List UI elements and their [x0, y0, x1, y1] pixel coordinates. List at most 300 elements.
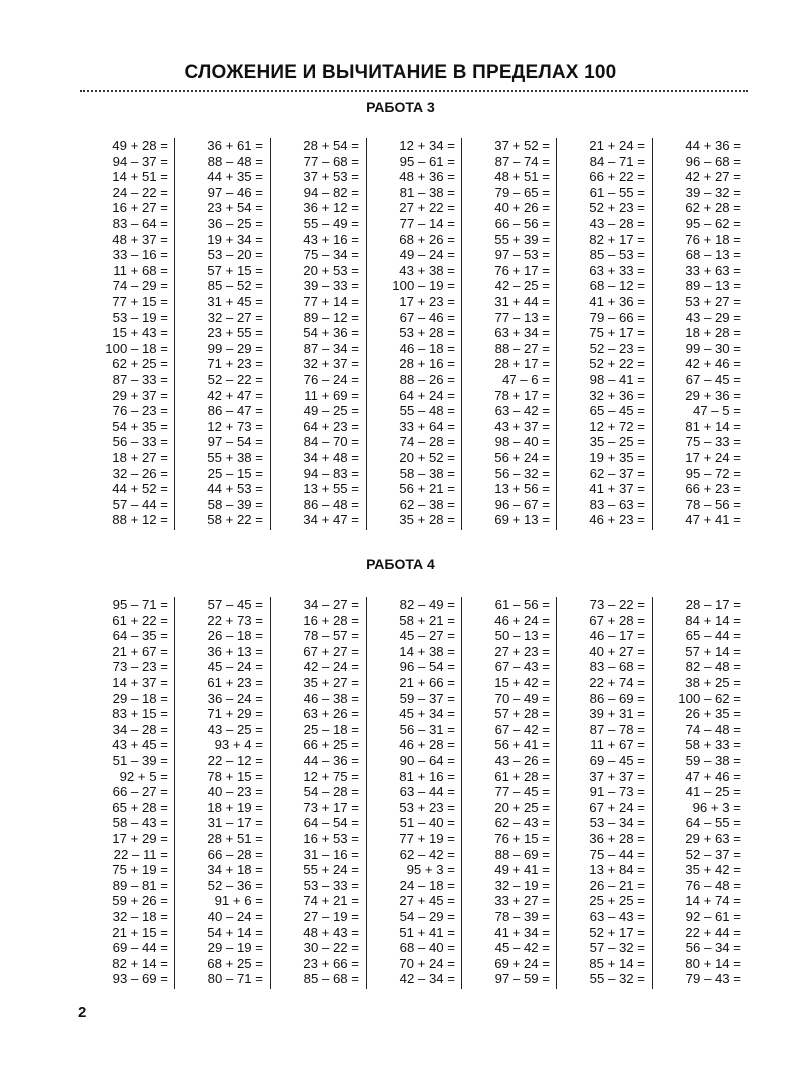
exercise-item: 68 – 40 = [399, 940, 455, 956]
exercise-item: 20 + 52 = [399, 450, 455, 465]
exercise-item: 29 – 18 = [112, 690, 168, 706]
exercise-item: 65 + 28 = [112, 799, 168, 815]
exercise-item: 32 + 37 = [303, 356, 359, 372]
exercise-item: 45 – 27 = [399, 628, 455, 644]
exercise-item: 79 – 65 = [494, 184, 550, 200]
exercise-item: 45 – 24 = [207, 659, 263, 675]
exercise-item: 52 + 22 = [589, 356, 645, 372]
exercise-item: 31 – 17 = [207, 815, 263, 831]
exercise-item: 64 – 55 = [685, 815, 741, 831]
exercise-item: 78 + 17 = [494, 387, 550, 403]
exercise-item: 82 + 17 = [589, 231, 645, 247]
exercise-item: 68 – 13 = [685, 247, 741, 263]
exercise-item: 57 – 45 = [207, 597, 263, 612]
exercise-item: 39 + 31 = [589, 706, 645, 722]
exercise-item: 78 – 57 = [303, 628, 359, 644]
exercise-item: 85 – 53 = [589, 247, 645, 263]
exercise-item: 36 + 61 = [207, 138, 263, 153]
exercise-item: 43 – 25 = [207, 721, 263, 737]
exercise-item: 99 – 29 = [207, 340, 263, 356]
exercise-item: 83 – 68 = [589, 659, 645, 675]
exercise-item: 41 – 25 = [685, 784, 741, 800]
exercise-item: 18 + 27 = [112, 450, 168, 465]
exercise-item: 18 + 28 = [685, 325, 741, 341]
exercise-item: 14 + 74 = [685, 893, 741, 909]
exercise-item: 40 – 23 = [207, 784, 263, 800]
exercise-item: 77 – 14 = [399, 216, 455, 231]
exercise-item: 41 + 34 = [494, 924, 550, 940]
exercise-item: 67 – 42 = [494, 721, 550, 737]
exercise-item: 11 + 68 = [113, 262, 168, 278]
exercise-item: 57 – 32 = [589, 940, 645, 956]
exercise-column [366, 138, 463, 530]
exercise-item: 76 + 18 = [685, 231, 741, 247]
exercise-item: 15 + 42 = [494, 675, 550, 690]
exercise-item: 12 + 75 = [303, 768, 359, 784]
exercise-item: 55 – 48 = [399, 403, 455, 419]
exercise-item: 53 – 34 = [589, 815, 645, 831]
exercise-item: 63 + 33 = [589, 262, 645, 278]
exercise-item: 90 – 64 = [399, 753, 455, 768]
exercise-item: 93 + 4 = [214, 737, 263, 753]
exercise-item: 35 + 27 = [303, 675, 359, 690]
exercise-item: 87 – 74 = [494, 153, 550, 169]
exercise-item: 58 – 38 = [399, 465, 455, 481]
exercise-item: 16 + 27 = [112, 200, 168, 216]
exercise-item: 44 – 36 = [303, 753, 359, 768]
exercise-item: 46 – 17 = [589, 628, 645, 644]
exercise-item: 26 – 21 = [589, 877, 645, 893]
exercise-item: 73 – 23 = [112, 659, 168, 675]
exercise-column [80, 138, 176, 530]
exercise-item: 22 + 44 = [685, 924, 741, 940]
exercise-column [80, 597, 176, 989]
exercise-item: 52 – 37 = [685, 846, 741, 862]
exercise-item: 75 – 34 = [303, 247, 359, 263]
exercise-item: 46 + 23 = [589, 512, 645, 528]
exercise-item: 85 – 52 = [207, 278, 263, 294]
exercise-item: 69 + 24 = [494, 955, 550, 971]
exercise-item: 43 + 37 = [494, 418, 550, 434]
exercise-item: 78 – 56 = [685, 496, 741, 512]
exercise-item: 36 + 28 = [589, 831, 645, 846]
exercise-item: 79 – 66 = [589, 309, 645, 325]
exercise-item: 43 – 29 = [685, 309, 741, 325]
exercise-item: 61 + 28 = [494, 768, 550, 784]
exercise-item: 62 + 28 = [685, 200, 741, 216]
exercise-item: 63 + 34 = [494, 325, 550, 341]
exercise-item: 58 + 21 = [399, 612, 455, 628]
exercise-item: 70 – 49 = [494, 690, 550, 706]
exercise-item: 63 – 43 = [589, 909, 645, 924]
exercise-item: 21 + 67 = [112, 643, 168, 659]
exercise-item: 65 – 44 = [685, 628, 741, 644]
exercise-item: 88 – 48 = [207, 153, 263, 169]
exercise-item: 19 + 35 = [589, 450, 645, 465]
exercise-item: 12 + 73 = [207, 418, 263, 434]
exercise-item: 32 – 26 = [112, 465, 168, 481]
exercise-item: 80 + 14 = [685, 955, 741, 971]
exercise-item: 32 – 18 = [112, 909, 168, 924]
exercise-item: 96 – 68 = [685, 153, 741, 169]
exercise-item: 53 + 27 = [685, 294, 741, 309]
exercise-item: 49 + 41 = [494, 862, 550, 878]
exercise-item: 66 – 28 = [207, 846, 263, 862]
exercise-item: 65 – 45 = [589, 403, 645, 419]
exercise-item: 29 – 19 = [207, 940, 263, 956]
exercise-item: 17 + 29 = [112, 831, 168, 846]
exercise-item: 87 – 34 = [303, 340, 359, 356]
exercise-item: 21 + 15 = [112, 924, 168, 940]
exercise-item: 81 + 14 = [685, 418, 741, 434]
exercise-item: 100 – 19 = [392, 278, 455, 294]
exercise-item: 98 – 40 = [494, 434, 550, 450]
exercise-item: 29 + 37 = [112, 387, 168, 403]
exercise-item: 14 + 38 = [399, 643, 455, 659]
exercise-item: 77 – 68 = [303, 153, 359, 169]
exercise-item: 52 – 23 = [589, 340, 645, 356]
exercise-item: 93 – 69 = [112, 971, 168, 987]
exercise-item: 73 + 17 = [303, 799, 359, 815]
exercise-item: 94 – 37 = [112, 153, 168, 169]
exercise-item: 76 – 23 = [112, 403, 168, 419]
exercise-item: 84 + 14 = [685, 612, 741, 628]
exercise-item: 87 – 78 = [589, 721, 645, 737]
exercise-item: 33 + 27 = [494, 893, 550, 909]
exercise-item: 53 + 28 = [399, 325, 455, 341]
exercise-item: 12 + 34 = [399, 138, 455, 153]
exercise-item: 74 + 21 = [303, 893, 359, 909]
exercise-item: 86 – 48 = [303, 496, 359, 512]
exercise-item: 85 – 68 = [303, 971, 359, 987]
exercise-item: 40 + 27 = [589, 643, 645, 659]
exercise-item: 46 – 38 = [303, 690, 359, 706]
exercise-item: 44 + 35 = [207, 169, 263, 185]
exercise-item: 46 + 24 = [494, 612, 550, 628]
exercise-grid-work-3 [80, 138, 750, 530]
exercise-item: 100 – 62 = [678, 690, 741, 706]
exercise-item: 67 + 24 = [589, 799, 645, 815]
exercise-item: 67 – 45 = [685, 372, 741, 387]
exercise-item: 22 – 12 = [207, 753, 263, 768]
exercise-item: 55 – 32 = [589, 971, 645, 987]
exercise-item: 67 – 43 = [494, 659, 550, 675]
exercise-item: 86 – 69 = [589, 690, 645, 706]
exercise-item: 69 – 45 = [589, 753, 645, 768]
exercise-item: 68 + 26 = [399, 231, 455, 247]
exercise-item: 61 – 56 = [494, 597, 550, 612]
exercise-item: 89 – 81 = [112, 877, 168, 893]
exercise-item: 67 + 28 = [589, 612, 645, 628]
exercise-column [461, 138, 558, 530]
exercise-item: 57 + 28 = [494, 706, 550, 722]
exercise-item: 63 – 42 = [494, 403, 550, 419]
section-title-work-3: РАБОТА 3 [366, 99, 435, 115]
exercise-item: 64 – 35 = [112, 628, 168, 644]
exercise-item: 34 + 48 = [303, 450, 359, 465]
exercise-item: 89 – 13 = [685, 278, 741, 294]
exercise-column [556, 138, 653, 530]
exercise-item: 35 + 28 = [399, 512, 455, 528]
exercise-item: 66 + 22 = [589, 169, 645, 185]
exercise-item: 23 + 54 = [207, 200, 263, 216]
exercise-item: 36 + 12 = [303, 200, 359, 216]
exercise-item: 20 + 25 = [494, 799, 550, 815]
exercise-item: 54 – 29 = [399, 909, 455, 924]
exercise-item: 69 + 13 = [494, 512, 550, 528]
exercise-item: 99 – 30 = [685, 340, 741, 356]
exercise-item: 34 + 18 = [207, 862, 263, 878]
exercise-item: 57 + 14 = [685, 643, 741, 659]
exercise-item: 25 + 25 = [589, 893, 645, 909]
exercise-item: 42 – 24 = [303, 659, 359, 675]
exercise-item: 17 + 23 = [399, 294, 455, 309]
exercise-item: 43 + 45 = [112, 737, 168, 753]
exercise-item: 51 – 39 = [112, 753, 168, 768]
exercise-item: 43 – 28 = [589, 216, 645, 231]
exercise-item: 28 + 16 = [399, 356, 455, 372]
exercise-column [652, 138, 749, 530]
exercise-item: 52 + 17 = [589, 924, 645, 940]
exercise-item: 56 + 24 = [494, 450, 550, 465]
exercise-item: 54 + 36 = [303, 325, 359, 341]
exercise-item: 75 + 19 = [112, 862, 168, 878]
exercise-item: 66 + 25 = [303, 737, 359, 753]
exercise-item: 97 – 59 = [494, 971, 550, 987]
exercise-item: 97 – 53 = [494, 247, 550, 263]
exercise-item: 56 – 33 = [112, 434, 168, 450]
exercise-item: 47 + 41 = [685, 512, 741, 528]
exercise-item: 37 + 53 = [303, 169, 359, 185]
exercise-item: 84 – 70 = [303, 434, 359, 450]
exercise-item: 52 + 23 = [589, 200, 645, 216]
exercise-item: 28 + 17 = [494, 356, 550, 372]
exercise-item: 59 + 26 = [112, 893, 168, 909]
exercise-item: 29 + 36 = [685, 387, 741, 403]
exercise-item: 32 – 27 = [207, 309, 263, 325]
exercise-item: 13 + 84 = [589, 862, 645, 878]
exercise-item: 83 + 15 = [112, 706, 168, 722]
exercise-item: 30 – 22 = [303, 940, 359, 956]
exercise-item: 44 + 36 = [685, 138, 741, 153]
exercise-item: 28 – 17 = [685, 597, 741, 612]
exercise-grid-work-4 [80, 597, 750, 989]
exercise-item: 31 + 45 = [207, 294, 263, 309]
exercise-item: 53 – 20 = [207, 247, 263, 263]
exercise-item: 88 – 69 = [494, 846, 550, 862]
exercise-item: 88 + 12 = [112, 512, 168, 528]
exercise-item: 78 – 39 = [494, 909, 550, 924]
exercise-item: 36 + 13 = [207, 643, 263, 659]
exercise-item: 34 – 27 = [303, 597, 359, 612]
exercise-item: 57 + 15 = [207, 262, 263, 278]
exercise-item: 32 – 19 = [494, 877, 550, 893]
exercise-item: 71 + 29 = [207, 706, 263, 722]
exercise-column [174, 597, 271, 989]
exercise-item: 51 + 41 = [399, 924, 455, 940]
exercise-item: 66 + 23 = [685, 481, 741, 497]
exercise-item: 16 + 28 = [303, 612, 359, 628]
exercise-item: 83 – 64 = [112, 216, 168, 231]
exercise-item: 22 + 73 = [207, 612, 263, 628]
exercise-item: 33 + 63 = [685, 262, 741, 278]
exercise-item: 95 – 61 = [399, 153, 455, 169]
exercise-item: 56 – 32 = [494, 465, 550, 481]
exercise-item: 11 + 69 = [304, 387, 359, 403]
exercise-item: 48 + 37 = [112, 231, 168, 247]
exercise-item: 54 + 35 = [112, 418, 168, 434]
exercise-item: 62 – 43 = [494, 815, 550, 831]
exercise-item: 62 – 37 = [589, 465, 645, 481]
exercise-item: 80 – 71 = [207, 971, 263, 987]
exercise-item: 64 + 23 = [303, 418, 359, 434]
exercise-item: 15 + 43 = [112, 325, 168, 341]
exercise-item: 77 – 45 = [494, 784, 550, 800]
exercise-item: 37 + 37 = [589, 768, 645, 784]
exercise-item: 74 – 29 = [112, 278, 168, 294]
exercise-item: 56 – 34 = [685, 940, 741, 956]
exercise-item: 67 + 27 = [303, 643, 359, 659]
exercise-item: 62 – 42 = [399, 846, 455, 862]
exercise-item: 25 – 15 = [207, 465, 263, 481]
exercise-item: 76 – 24 = [303, 372, 359, 387]
exercise-item: 81 – 38 = [399, 184, 455, 200]
exercise-item: 23 + 55 = [207, 325, 263, 341]
exercise-item: 98 – 41 = [589, 372, 645, 387]
exercise-item: 14 + 37 = [112, 675, 168, 690]
exercise-item: 41 + 36 = [589, 294, 645, 309]
exercise-item: 88 – 26 = [399, 372, 455, 387]
exercise-item: 82 + 14 = [112, 955, 168, 971]
page-number: 2 [78, 1004, 87, 1021]
exercise-item: 13 + 55 = [303, 481, 359, 497]
exercise-item: 27 – 19 = [303, 909, 359, 924]
exercise-item: 50 – 13 = [494, 628, 550, 644]
exercise-item: 47 – 5 = [692, 403, 741, 419]
exercise-item: 40 + 26 = [494, 200, 550, 216]
exercise-item: 42 + 46 = [685, 356, 741, 372]
exercise-item: 31 – 16 = [303, 846, 359, 862]
exercise-item: 13 + 56 = [494, 481, 550, 497]
exercise-item: 56 – 31 = [399, 721, 455, 737]
exercise-item: 55 – 49 = [303, 216, 359, 231]
exercise-item: 16 + 53 = [303, 831, 359, 846]
exercise-item: 49 – 25 = [303, 403, 359, 419]
exercise-item: 55 + 39 = [494, 231, 550, 247]
dotted-divider [80, 90, 748, 92]
exercise-item: 68 + 25 = [207, 955, 263, 971]
exercise-item: 91 – 73 = [589, 784, 645, 800]
exercise-item: 77 – 13 = [494, 309, 550, 325]
exercise-item: 94 – 83 = [303, 465, 359, 481]
exercise-item: 58 + 22 = [207, 512, 263, 528]
exercise-item: 56 + 21 = [399, 481, 455, 497]
exercise-item: 45 + 34 = [399, 706, 455, 722]
exercise-item: 43 + 38 = [399, 262, 455, 278]
exercise-item: 41 + 37 = [589, 481, 645, 497]
exercise-column [556, 597, 653, 989]
exercise-item: 22 – 11 = [113, 846, 168, 862]
exercise-item: 31 + 44 = [494, 294, 550, 309]
exercise-item: 43 – 26 = [494, 753, 550, 768]
exercise-item: 44 + 53 = [207, 481, 263, 497]
exercise-item: 29 + 63 = [685, 831, 741, 846]
exercise-item: 53 – 19 = [112, 309, 168, 325]
exercise-item: 14 + 51 = [112, 169, 168, 185]
exercise-item: 77 + 19 = [399, 831, 455, 846]
exercise-item: 20 + 53 = [303, 262, 359, 278]
exercise-item: 32 + 36 = [589, 387, 645, 403]
exercise-item: 40 – 24 = [207, 909, 263, 924]
exercise-item: 63 + 26 = [303, 706, 359, 722]
exercise-item: 61 + 23 = [207, 675, 263, 690]
exercise-item: 89 – 12 = [303, 309, 359, 325]
exercise-item: 48 + 43 = [303, 924, 359, 940]
section-title-work-4: РАБОТА 4 [366, 556, 435, 572]
exercise-item: 11 + 67 = [590, 737, 645, 753]
exercise-item: 70 + 24 = [399, 955, 455, 971]
exercise-item: 96 + 3 = [692, 799, 741, 815]
exercise-item: 61 + 22 = [112, 612, 168, 628]
exercise-item: 74 – 48 = [685, 721, 741, 737]
exercise-item: 42 – 34 = [399, 971, 455, 987]
exercise-item: 46 – 18 = [399, 340, 455, 356]
exercise-item: 21 + 66 = [399, 675, 455, 690]
exercise-item: 75 – 44 = [589, 846, 645, 862]
exercise-item: 57 – 44 = [112, 496, 168, 512]
exercise-item: 24 – 22 = [112, 184, 168, 200]
exercise-item: 85 + 14 = [589, 955, 645, 971]
exercise-item: 76 + 17 = [494, 262, 550, 278]
exercise-item: 47 – 6 = [501, 372, 550, 387]
exercise-item: 75 + 17 = [589, 325, 645, 341]
exercise-item: 35 – 25 = [589, 434, 645, 450]
exercise-item: 68 – 12 = [589, 278, 645, 294]
exercise-item: 92 – 61 = [685, 909, 741, 924]
exercise-item: 53 + 23 = [399, 799, 455, 815]
exercise-item: 71 + 23 = [207, 356, 263, 372]
exercise-item: 59 – 37 = [399, 690, 455, 706]
exercise-item: 48 + 51 = [494, 169, 550, 185]
exercise-item: 42 + 47 = [207, 387, 263, 403]
exercise-item: 77 + 14 = [303, 294, 359, 309]
exercise-item: 45 – 42 = [494, 940, 550, 956]
exercise-item: 62 + 25 = [112, 356, 168, 372]
exercise-item: 24 – 18 = [399, 877, 455, 893]
page-title: СЛОЖЕНИЕ И ВЫЧИТАНИЕ В ПРЕДЕЛАХ 100 [184, 62, 617, 83]
exercise-item: 19 + 34 = [207, 231, 263, 247]
exercise-item: 91 + 6 = [214, 893, 263, 909]
exercise-item: 22 + 74 = [589, 675, 645, 690]
exercise-item: 81 + 16 = [399, 768, 455, 784]
exercise-item: 36 – 24 = [207, 690, 263, 706]
exercise-item: 67 – 46 = [399, 309, 455, 325]
exercise-item: 52 – 22 = [207, 372, 263, 387]
exercise-item: 66 – 27 = [112, 784, 168, 800]
exercise-item: 97 – 46 = [207, 184, 263, 200]
exercise-item: 36 – 25 = [207, 216, 263, 231]
exercise-item: 82 – 49 = [399, 597, 455, 612]
exercise-item: 21 + 24 = [589, 138, 645, 153]
exercise-item: 77 + 15 = [112, 294, 168, 309]
exercise-item: 56 + 41 = [494, 737, 550, 753]
exercise-item: 95 – 71 = [112, 597, 168, 612]
exercise-item: 64 – 54 = [303, 815, 359, 831]
exercise-item: 18 + 19 = [207, 799, 263, 815]
exercise-item: 51 – 40 = [399, 815, 455, 831]
exercise-item: 62 – 38 = [399, 496, 455, 512]
exercise-item: 17 + 24 = [685, 450, 741, 465]
